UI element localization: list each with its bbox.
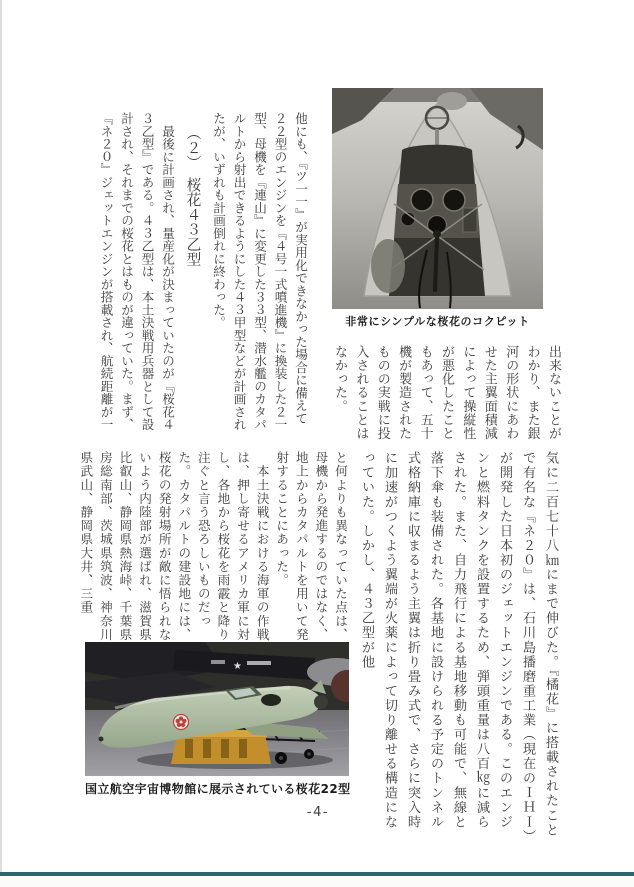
- ohka22-photo: [85, 642, 349, 776]
- paragraph-43-otsu-details-block: [351, 451, 562, 840]
- us-star-insignia: ★: [233, 661, 242, 672]
- page-number: -4-: [306, 805, 330, 820]
- paragraph-43-otsu-intro: 最後に計画され、量産化が決まっていたのが『桜花４３乙型』である。４３乙型は、本土決戦用兵器として設計され、それまでの桜花とはものが違っていた。まず、『ネ２０』ジェットエンジンが搭載され、航続距離が一: [98, 112, 175, 431]
- section-lower-left-text: [76, 451, 350, 646]
- paragraph-43-otsu-catapult: と何よりも異なっていた点は、母機から発進するのではなく、地上からカタパルトを用いて発射することにあった。: [274, 451, 348, 642]
- heading-ohka-43-otsu: （２） 桜花４３乙型: [184, 125, 202, 267]
- paragraph-other-models: 他にも、『ツ一一』が実用化できなかった場合に備えて２２型のエンジンを『４号一式噴進機』に換装した２一型、母機を『連山』に変更した３３型、潜水艦のカタパルトから射出できるようにした４３甲型などが計画されたが、いずれも計画倒れに終わった。: [211, 112, 308, 431]
- paragraph-43-otsu-details: 気に二百七十八㎞にまで伸びた。『橘花』に搭載されたことで有名な『ネ２０』は、石川島播磨重工業（現在のＩＨＩ）が開発した日本初のジェットエンジンである。このエンジンと燃料タンクを設置するため、弾頭重量は八百㎏に減らされた。また、自力飛行による基地移動も可能で、無線と落下傘も装備された。各基地に設けられる予定のトンネル式格納庫に収まるよう主翼は折り畳み式で、さらに突入時に加速がつくよう翼端が火薬によって切り離せる構造になっていた。しかし、４３乙型が他: [359, 451, 558, 838]
- cockpit-photo: [332, 88, 543, 309]
- cherry-blossom-emblem: [174, 715, 189, 730]
- paragraph-hondo-kessen: 本土決戦における海軍の作戦は、押し寄せるアメリカ軍に対し、各地から桜花を雨霰と降り注ぐと言う恐ろしいものだった。カタパルトの建設地には、桜花の発射場所が敵に悟られないよう内陸部が選ばれ、滋賀県比叡山、静岡県熱海峠、千葉県房総南部、茨城県筑波、神奈川県武山、静岡県大井、三重: [78, 451, 270, 642]
- ohka22-caption: 国立航空宇宙博物館に展示されている桜花22型: [85, 782, 351, 796]
- figure-cockpit: [332, 88, 543, 329]
- cockpit-caption: 非常にシンプルな桜花のコクピット: [345, 315, 530, 328]
- next-page-gap: [0, 876, 634, 887]
- section-top-text: [86, 112, 310, 433]
- page-left-edge: [0, 0, 2, 887]
- paragraph-model22-outcome: 出来ないことがわかり、また銀河の形状にあわせた主翼面積減によって操縦性が悪化したこともあって、五十機が製造されたものの実戦に投入されることはなかった。: [331, 345, 561, 441]
- paragraph-model22-outcome-block: [330, 345, 564, 444]
- figure-ohka22: [85, 642, 349, 797]
